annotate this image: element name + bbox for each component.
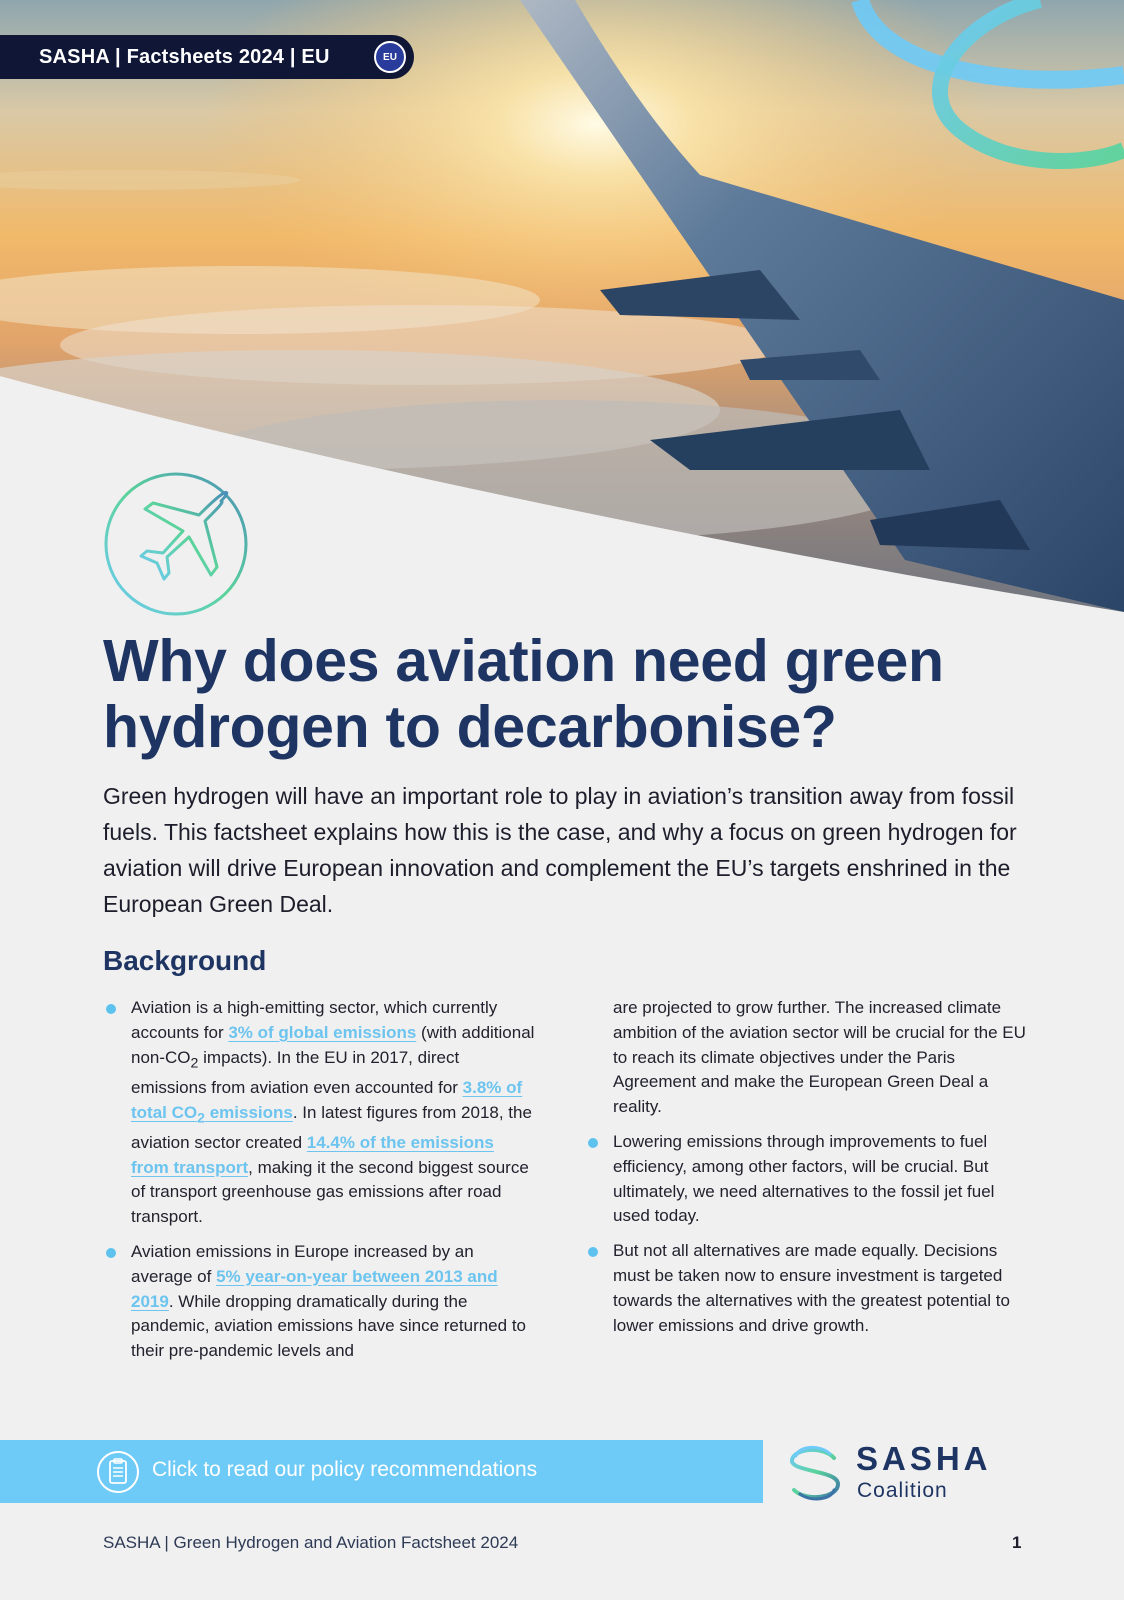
cta-label: Click to read our policy recommendations [152, 1458, 538, 1481]
bullet-dot [588, 1247, 598, 1257]
airplane-icon [103, 471, 249, 617]
bullet-dot [588, 1138, 598, 1148]
bullet-item: But not all alternatives are made equally. Decisions must be taken now to ensure investment is targeted towards the alternatives with the greatest potential to lower emissions and drive growth. [587, 1239, 1027, 1338]
policy-recommendations-button[interactable] [0, 1440, 763, 1503]
background-heading: Background [103, 945, 267, 976]
bullet-item: Aviation emissions in Europe increased by an average of 5% year-on-year between 2013 and 2019. While dropping dramatically during the pandemic, aviation emissions have since returned to their pre-pandemic levels and [105, 1240, 535, 1364]
background-column-right [587, 996, 1027, 1348]
logo-subtitle: Coalition [857, 1479, 948, 1502]
link-total-co2-emissions[interactable]: 3.8% of total $CO_2$ emissions [131, 1077, 523, 1126]
footer-text: SASHA | Green Hydrogen and Aviation Factsheet 2024 [103, 1533, 519, 1552]
clipboard-icon [96, 1450, 140, 1494]
bullet-dot [106, 1248, 116, 1258]
intro-paragraph: Green hydrogen will have an important role to play in aviation’s transition away from fossil fuels. This factsheet explains how this is the case, and why a focus on green hydrogen for aviation will drive European innovation and complement the EU’s targets enshrined in the European Green Deal. [103, 783, 1017, 917]
bullet-item: Lowering emissions through improvements to fuel efficiency, among other factors, will be crucial. But ultimately, we need alternatives to the fossil jet fuel used today. [587, 1130, 1027, 1229]
sasha-logo [784, 1440, 1024, 1510]
link-global-emissions[interactable]: 3% of global emissions [228, 1022, 417, 1042]
page-number: 1 [1012, 1533, 1022, 1552]
bullet-item: Aviation is a high-emitting sector, which currently accounts for 3% of global emissions (with additional non-$CO_2$ impacts). In the EU in 2017, direct emissions from aviation even accounted for 3.8% of total $CO_2$ emissions. In latest figures from 2018, the aviation sector created 14.4% of the emissions from transport, making it the second biggest source of transport greenhouse gas emissions after road transport. [105, 996, 535, 1230]
logo-name: SASHA [856, 1440, 992, 1477]
header-pill [0, 35, 414, 79]
background-column-left [105, 996, 535, 1374]
bullet-dot [106, 1004, 116, 1014]
page-title: Why does aviation need green hydrogen to decarbonise? [103, 628, 944, 760]
eu-flag-icon: EU [374, 41, 406, 73]
header-label: SASHA | Factsheets 2024 | EU [39, 45, 330, 68]
link-transport-emissions[interactable]: 14.4% of the emissions from transport [131, 1132, 494, 1177]
bullet-continuation: are projected to grow further. The increased climate ambition of the aviation sector will be crucial for the EU to reach its climate objectives under the Paris Agreement and make the European Green Deal a reality. [613, 998, 1026, 1117]
link-year-on-year[interactable]: 5% year-on-year between 2013 and 2019 [131, 1266, 498, 1311]
sasha-logo-icon [784, 1442, 846, 1504]
